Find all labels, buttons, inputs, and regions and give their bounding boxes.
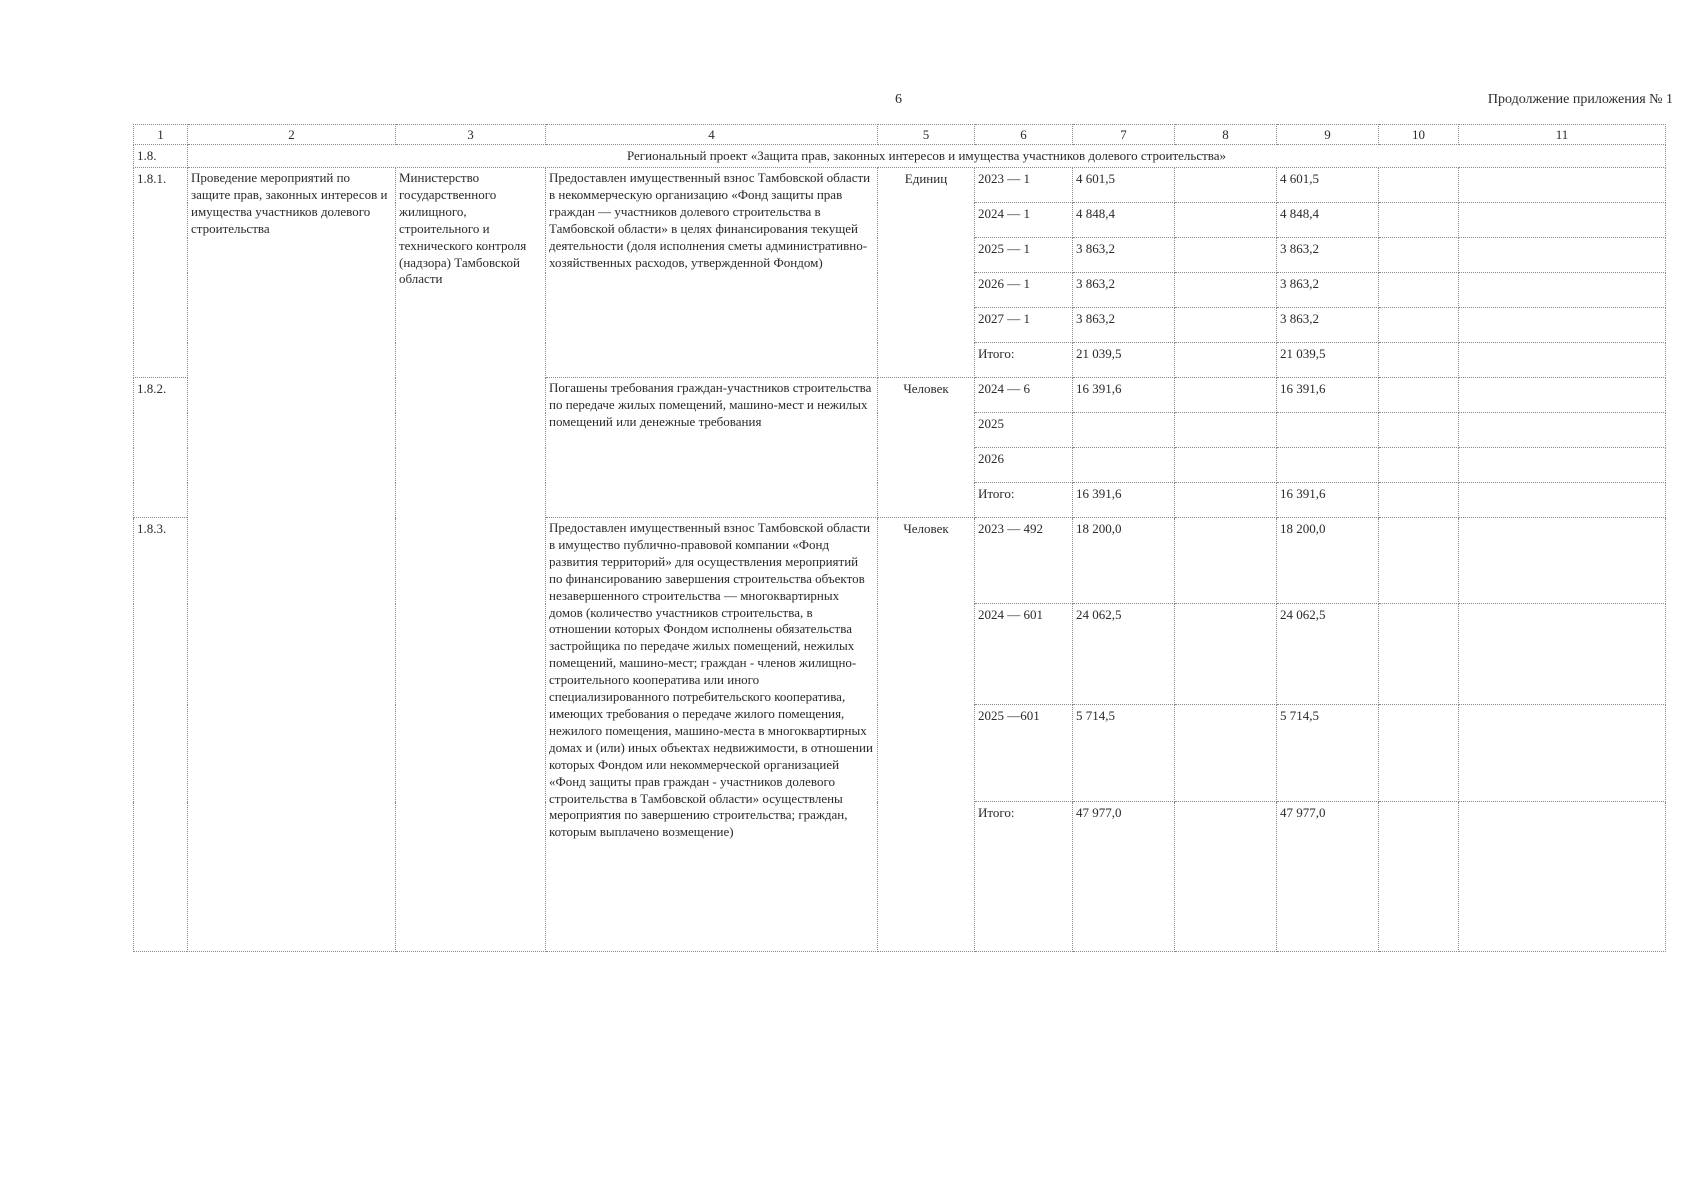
value-col9: 16 391,6 — [1277, 378, 1379, 413]
total-label: Итого: — [975, 343, 1073, 378]
section-number: 1.8. — [134, 145, 188, 168]
value-col11 — [1459, 413, 1666, 448]
column-number: 11 — [1459, 125, 1666, 145]
column-number: 7 — [1073, 125, 1175, 145]
value-col10 — [1379, 518, 1459, 604]
value-col10 — [1379, 168, 1459, 203]
value-col9: 24 062,5 — [1277, 604, 1379, 705]
unit-cell: Человек — [878, 378, 975, 518]
value-col11 — [1459, 448, 1666, 483]
value-col8 — [1175, 343, 1277, 378]
value-col9: 47 977,0 — [1277, 802, 1379, 952]
year-cell: 2024 — 1 — [975, 203, 1073, 238]
column-number: 8 — [1175, 125, 1277, 145]
value-col9: 21 039,5 — [1277, 343, 1379, 378]
year-cell: 2024 — 6 — [975, 378, 1073, 413]
column-number: 1 — [134, 125, 188, 145]
value-col8 — [1175, 203, 1277, 238]
year-cell: 2026 — 1 — [975, 273, 1073, 308]
column-number: 4 — [546, 125, 878, 145]
value-col8 — [1175, 378, 1277, 413]
value-col8 — [1175, 413, 1277, 448]
value-col8 — [1175, 273, 1277, 308]
unit-cell: Человек — [878, 518, 975, 952]
value-col10 — [1379, 705, 1459, 802]
year-cell: 2025 — [975, 413, 1073, 448]
value-col8 — [1175, 705, 1277, 802]
column-number: 9 — [1277, 125, 1379, 145]
value-col10 — [1379, 802, 1459, 952]
column-number: 5 — [878, 125, 975, 145]
value-col9: 3 863,2 — [1277, 308, 1379, 343]
page-number: 6 — [895, 92, 902, 107]
event-name-cell: Проведение мероприятий по защите прав, законных интересов и имущества участников долевого строительства — [188, 168, 396, 952]
value-col10 — [1379, 273, 1459, 308]
value-col8 — [1175, 483, 1277, 518]
value-col11 — [1459, 604, 1666, 705]
value-col9: 5 714,5 — [1277, 705, 1379, 802]
year-cell: 2023 — 492 — [975, 518, 1073, 604]
result-description: Предоставлен имущественный взнос Тамбовской области в имущество публично-правовой компании «Фонд развития территорий» для осуществления мероприятий по финансированию завершения строительства объектов незавершенного строительства — многоквартирных домов (количество участников строительства, в отношении которых Фондом исполнены обязательства застройщика по передаче жилых помещений, нежилых помещений, машино-мест; граждан - членов жилищно-строительного кооператива или иного специализированного потребительского кооператива, имеющих требования о передаче жилого помещения, нежилого помещения, машино-места в многоквартирных домах и (или) иных объектах недвижимости, в отношении которых Фондом или некоммерческой организацией «Фонд защиты прав граждан - участников долевого строительства в Тамбовской области» осуществлены мероприятия по завершению строительства; граждан, которым выплачено возмещение) — [546, 518, 878, 952]
year-cell: 2025 —601 — [975, 705, 1073, 802]
continuation-label: Продолжение приложения № 1 — [1487, 92, 1673, 107]
value-col11 — [1459, 273, 1666, 308]
value-col10 — [1379, 483, 1459, 518]
value-col7: 4 601,5 — [1073, 168, 1175, 203]
appendix-table — [133, 124, 1666, 952]
value-col7: 3 863,2 — [1073, 273, 1175, 308]
section-row — [134, 145, 1666, 168]
value-col9 — [1277, 413, 1379, 448]
value-col8 — [1175, 308, 1277, 343]
value-col9: 3 863,2 — [1277, 273, 1379, 308]
unit-cell: Единиц — [878, 168, 975, 378]
value-col9 — [1277, 448, 1379, 483]
value-col7: 16 391,6 — [1073, 483, 1175, 518]
value-col7: 16 391,6 — [1073, 378, 1175, 413]
value-col10 — [1379, 604, 1459, 705]
value-col8 — [1175, 448, 1277, 483]
result-description: Погашены требования граждан-участников строительства по передаче жилых помещений, машино-мест и нежилых помещений или денежные требования — [546, 378, 878, 518]
total-label: Итого: — [975, 483, 1073, 518]
value-col10 — [1379, 378, 1459, 413]
value-col11 — [1459, 483, 1666, 518]
value-col8 — [1175, 518, 1277, 604]
value-col9: 4 601,5 — [1277, 168, 1379, 203]
year-cell: 2023 — 1 — [975, 168, 1073, 203]
value-col7: 47 977,0 — [1073, 802, 1175, 952]
year-cell: 2026 — [975, 448, 1073, 483]
value-col10 — [1379, 203, 1459, 238]
value-col10 — [1379, 413, 1459, 448]
value-col11 — [1459, 203, 1666, 238]
responsible-cell: Министерство государственного жилищного, строительного и технического контроля (надзора) Тамбовской области — [396, 168, 546, 952]
value-col10 — [1379, 308, 1459, 343]
value-col11 — [1459, 168, 1666, 203]
value-col7: 4 848,4 — [1073, 203, 1175, 238]
value-col8 — [1175, 238, 1277, 273]
value-col7 — [1073, 448, 1175, 483]
value-col11 — [1459, 378, 1666, 413]
value-col11 — [1459, 802, 1666, 952]
value-col7: 3 863,2 — [1073, 308, 1175, 343]
value-col11 — [1459, 238, 1666, 273]
column-number: 6 — [975, 125, 1073, 145]
value-col7 — [1073, 413, 1175, 448]
value-col9: 16 391,6 — [1277, 483, 1379, 518]
value-col10 — [1379, 343, 1459, 378]
total-label: Итого: — [975, 802, 1073, 952]
section-title: Региональный проект «Защита прав, законных интересов и имущества участников долевого строительства» — [188, 145, 1666, 168]
value-col8 — [1175, 802, 1277, 952]
value-col9: 4 848,4 — [1277, 203, 1379, 238]
value-col10 — [1379, 238, 1459, 273]
value-col7: 21 039,5 — [1073, 343, 1175, 378]
value-col11 — [1459, 705, 1666, 802]
result-description: Предоставлен имущественный взнос Тамбовской области в некоммерческую организацию «Фонд защиты прав граждан — участников долевого строительства в Тамбовской области» в целях финансирования текущей деятельности (доля исполнения сметы административно-хозяйственных расходов, утвержденной Фондом) — [546, 168, 878, 378]
item-number: 1.8.1. — [134, 168, 188, 378]
year-cell: 2024 — 601 — [975, 604, 1073, 705]
item-number: 1.8.3. — [134, 518, 188, 952]
year-cell: 2027 — 1 — [975, 308, 1073, 343]
value-col7: 24 062,5 — [1073, 604, 1175, 705]
column-number: 2 — [188, 125, 396, 145]
value-col7: 5 714,5 — [1073, 705, 1175, 802]
column-number: 3 — [396, 125, 546, 145]
table-row — [134, 168, 1666, 203]
column-number: 10 — [1379, 125, 1459, 145]
value-col9: 3 863,2 — [1277, 238, 1379, 273]
value-col8 — [1175, 604, 1277, 705]
value-col11 — [1459, 308, 1666, 343]
year-cell: 2025 — 1 — [975, 238, 1073, 273]
value-col10 — [1379, 448, 1459, 483]
value-col11 — [1459, 343, 1666, 378]
value-col7: 3 863,2 — [1073, 238, 1175, 273]
value-col11 — [1459, 518, 1666, 604]
value-col8 — [1175, 168, 1277, 203]
item-number: 1.8.2. — [134, 378, 188, 518]
value-col9: 18 200,0 — [1277, 518, 1379, 604]
value-col7: 18 200,0 — [1073, 518, 1175, 604]
column-numbers-row — [134, 125, 1666, 145]
